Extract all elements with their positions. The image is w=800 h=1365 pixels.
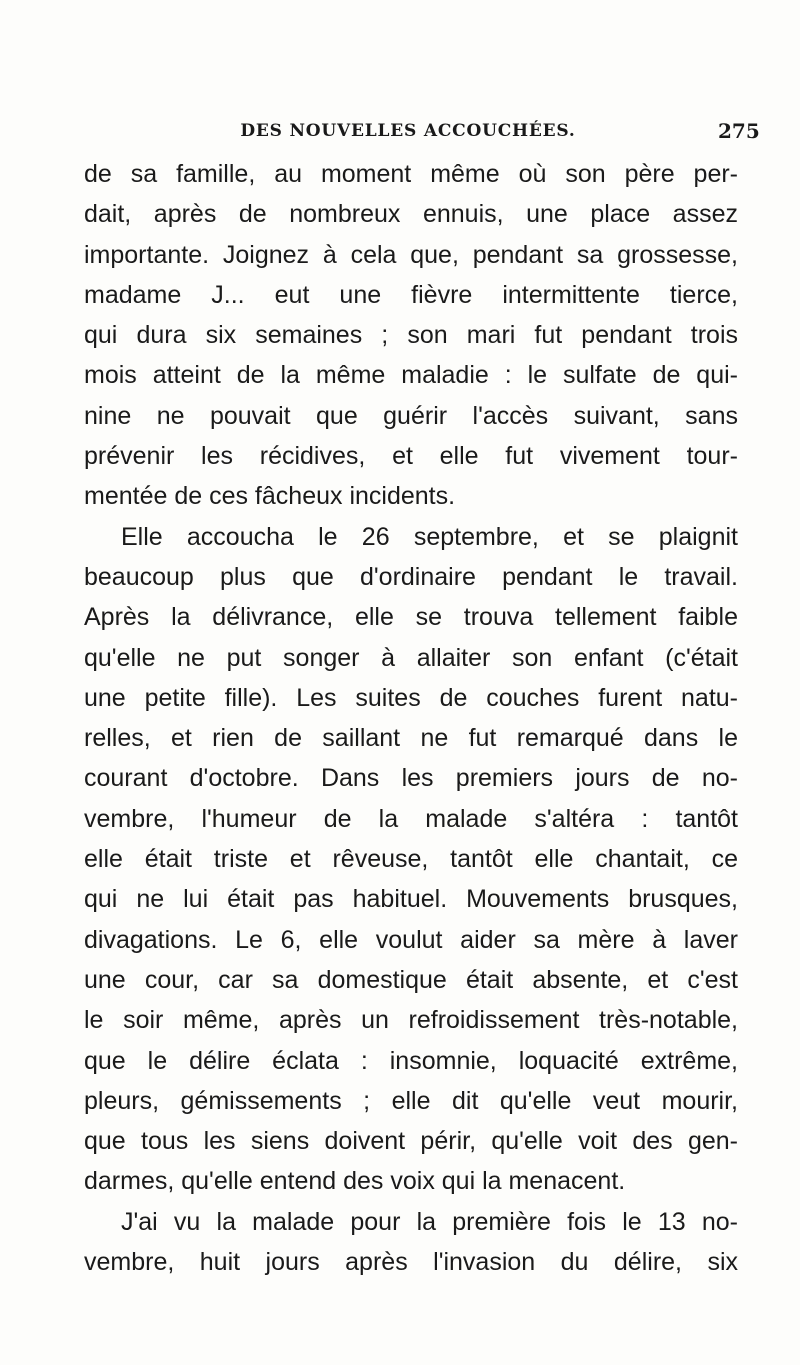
text-line: le soir même, après un refroidissement très-notable, [84, 1006, 738, 1035]
text-line: elle était triste et rêveuse, tantôt elle chantait, ce [84, 845, 738, 874]
text-line: nine ne pouvait que guérir l'accès suivant, sans [84, 401, 738, 430]
text-line: qui ne lui était pas habituel. Mouvements brusques, [84, 885, 738, 914]
text-line: courant d'octobre. Dans les premiers jours de no- [84, 764, 738, 793]
page-number: 275 [718, 119, 760, 143]
text-line: que le délire éclata : insomnie, loquacité extrême, [84, 1046, 738, 1075]
body-text [84, 154, 738, 1282]
text-line: vembre, l'humeur de la malade s'altéra : tantôt [84, 804, 738, 833]
running-head [0, 116, 800, 146]
text-line: Après la délivrance, elle se trouva tellement faible [84, 603, 738, 632]
text-line: de sa famille, au moment même où son père per- [84, 160, 738, 188]
text-line: divagations. Le 6, elle voulut aider sa mère à laver [84, 925, 738, 954]
text-line: une cour, car sa domestique était absente, et c'est [84, 965, 738, 994]
text-line: relles, et rien de saillant ne fut remarqué dans le [84, 724, 738, 753]
paragraph-end-line: darmes, qu'elle entend des voix qui la menacent. [84, 1167, 626, 1196]
text-line: que tous les siens doivent périr, qu'elle voit des gen- [84, 1127, 738, 1156]
text-line: beaucoup plus que d'ordinaire pendant le travail. [84, 562, 738, 591]
text-line: qu'elle ne put songer à allaiter son enfant (c'était [84, 643, 738, 672]
text-line: une petite fille). Les suites de couches furent natu- [84, 683, 738, 712]
text-line: importante. Joignez à cela que, pendant sa grossesse, [84, 240, 738, 269]
text-line: vembre, huit jours après l'invasion du délire, six [84, 1248, 738, 1277]
text-line: madame J... eut une fièvre intermittente tierce, [84, 280, 738, 309]
text-line: qui dura six semaines ; son mari fut pendant trois [84, 321, 738, 350]
text-line: mois atteint de la même maladie : le sulfate de qui- [84, 361, 738, 390]
running-title: DES NOUVELLES ACCOUCHÉES. [240, 121, 576, 141]
text-line: prévenir les récidives, et elle fut vivement tour- [84, 442, 738, 471]
text-line: dait, après de nombreux ennuis, une place assez [84, 200, 738, 229]
paragraph-end-line: mentée de ces fâcheux incidents. [84, 482, 456, 511]
paragraph-start-line: Elle accoucha le 26 septembre, et se plaignit [121, 522, 738, 551]
text-line: pleurs, gémissements ; elle dit qu'elle veut mourir, [84, 1086, 738, 1115]
paragraph-start-line: J'ai vu la malade pour la première fois le 13 no- [121, 1207, 738, 1236]
